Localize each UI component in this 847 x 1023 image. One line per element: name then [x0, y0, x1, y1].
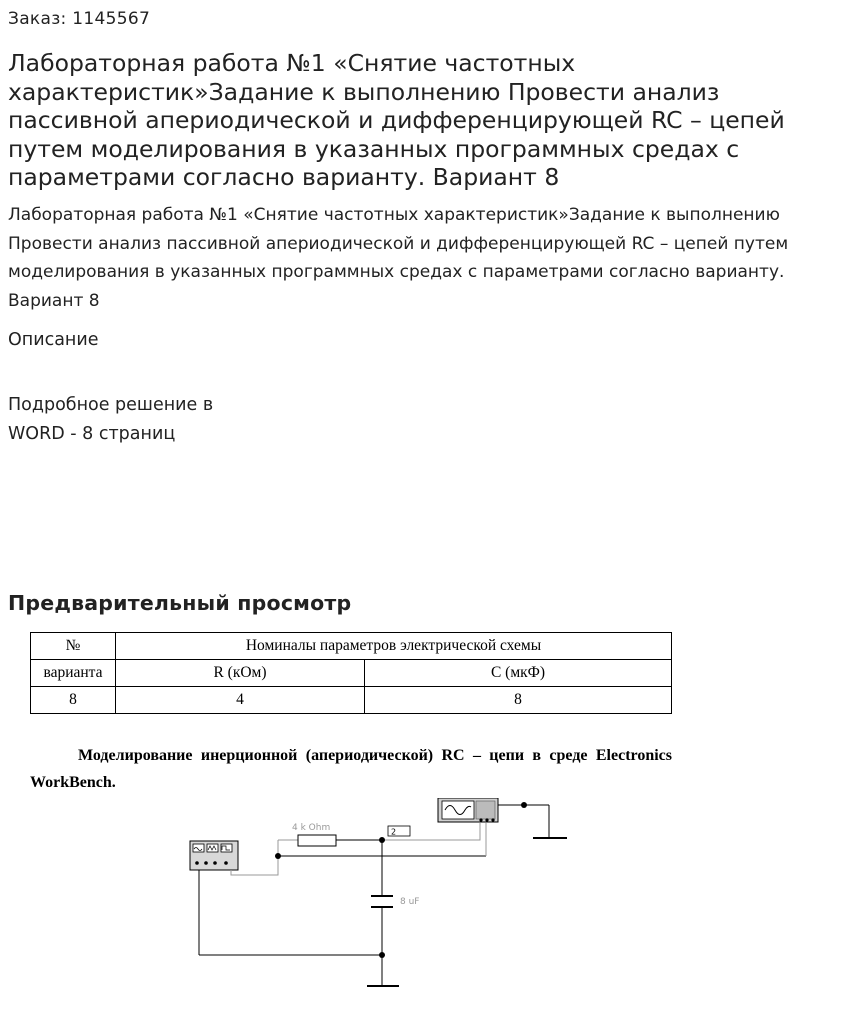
function-generator-icon	[190, 841, 238, 870]
table-row	[31, 660, 672, 687]
preview-heading: Предварительный просмотр	[8, 591, 352, 615]
table-header-cell: R (кОм)	[116, 660, 365, 687]
node-label: 2	[391, 827, 397, 837]
resistor-label: 4 k Ohm	[292, 823, 331, 833]
modeling-heading-text: Моделирование инерционной (апериодической) RC – цепи в среде Electronics WorkBench.	[30, 747, 672, 791]
description-section-label: Описание	[8, 330, 99, 350]
table-cell: 8	[31, 687, 116, 714]
table-cell: 8	[365, 687, 672, 714]
table-row	[31, 633, 672, 660]
parameters-table	[30, 632, 672, 714]
table-header-cell: Номиналы параметров электрической схемы	[116, 633, 672, 660]
table-cell: 4	[116, 687, 365, 714]
solution-line-1: Подробное решение в	[8, 395, 214, 415]
solution-info	[8, 391, 268, 449]
order-number: Заказ: 1145567	[8, 9, 151, 29]
resistor-icon	[298, 835, 336, 846]
solution-line-2: WORD - 8 страниц	[8, 424, 176, 444]
page-title: Лабораторная работа №1 «Снятие частотных характеристик»Задание к выполнению Провести анализ пассивной апериодической и дифференцирующей RC – цепей путем моделирования в указанных программных средах с параметрами согласно варианту. Вариант 8	[8, 49, 785, 191]
capacitor-icon	[371, 896, 393, 907]
modeling-section-heading	[30, 742, 672, 796]
table-row	[31, 687, 672, 714]
table-header-cell: №	[31, 633, 116, 660]
document-preview	[0, 618, 847, 1023]
table-header-cell: варианта	[31, 660, 116, 687]
capacitor-label: 8 uF	[400, 897, 420, 907]
rc-circuit-diagram	[0, 798, 847, 1023]
table-header-cell: С (мкФ)	[365, 660, 672, 687]
oscilloscope-icon	[438, 798, 498, 822]
description-text: Лабораторная работа №1 «Снятие частотных характеристик»Задание к выполнению Провести анализ пассивной апериодической и дифференцирующей RC – цепей путем моделирования в указанных программных средах с параметрами согласно варианту. Вариант 8	[8, 205, 789, 311]
